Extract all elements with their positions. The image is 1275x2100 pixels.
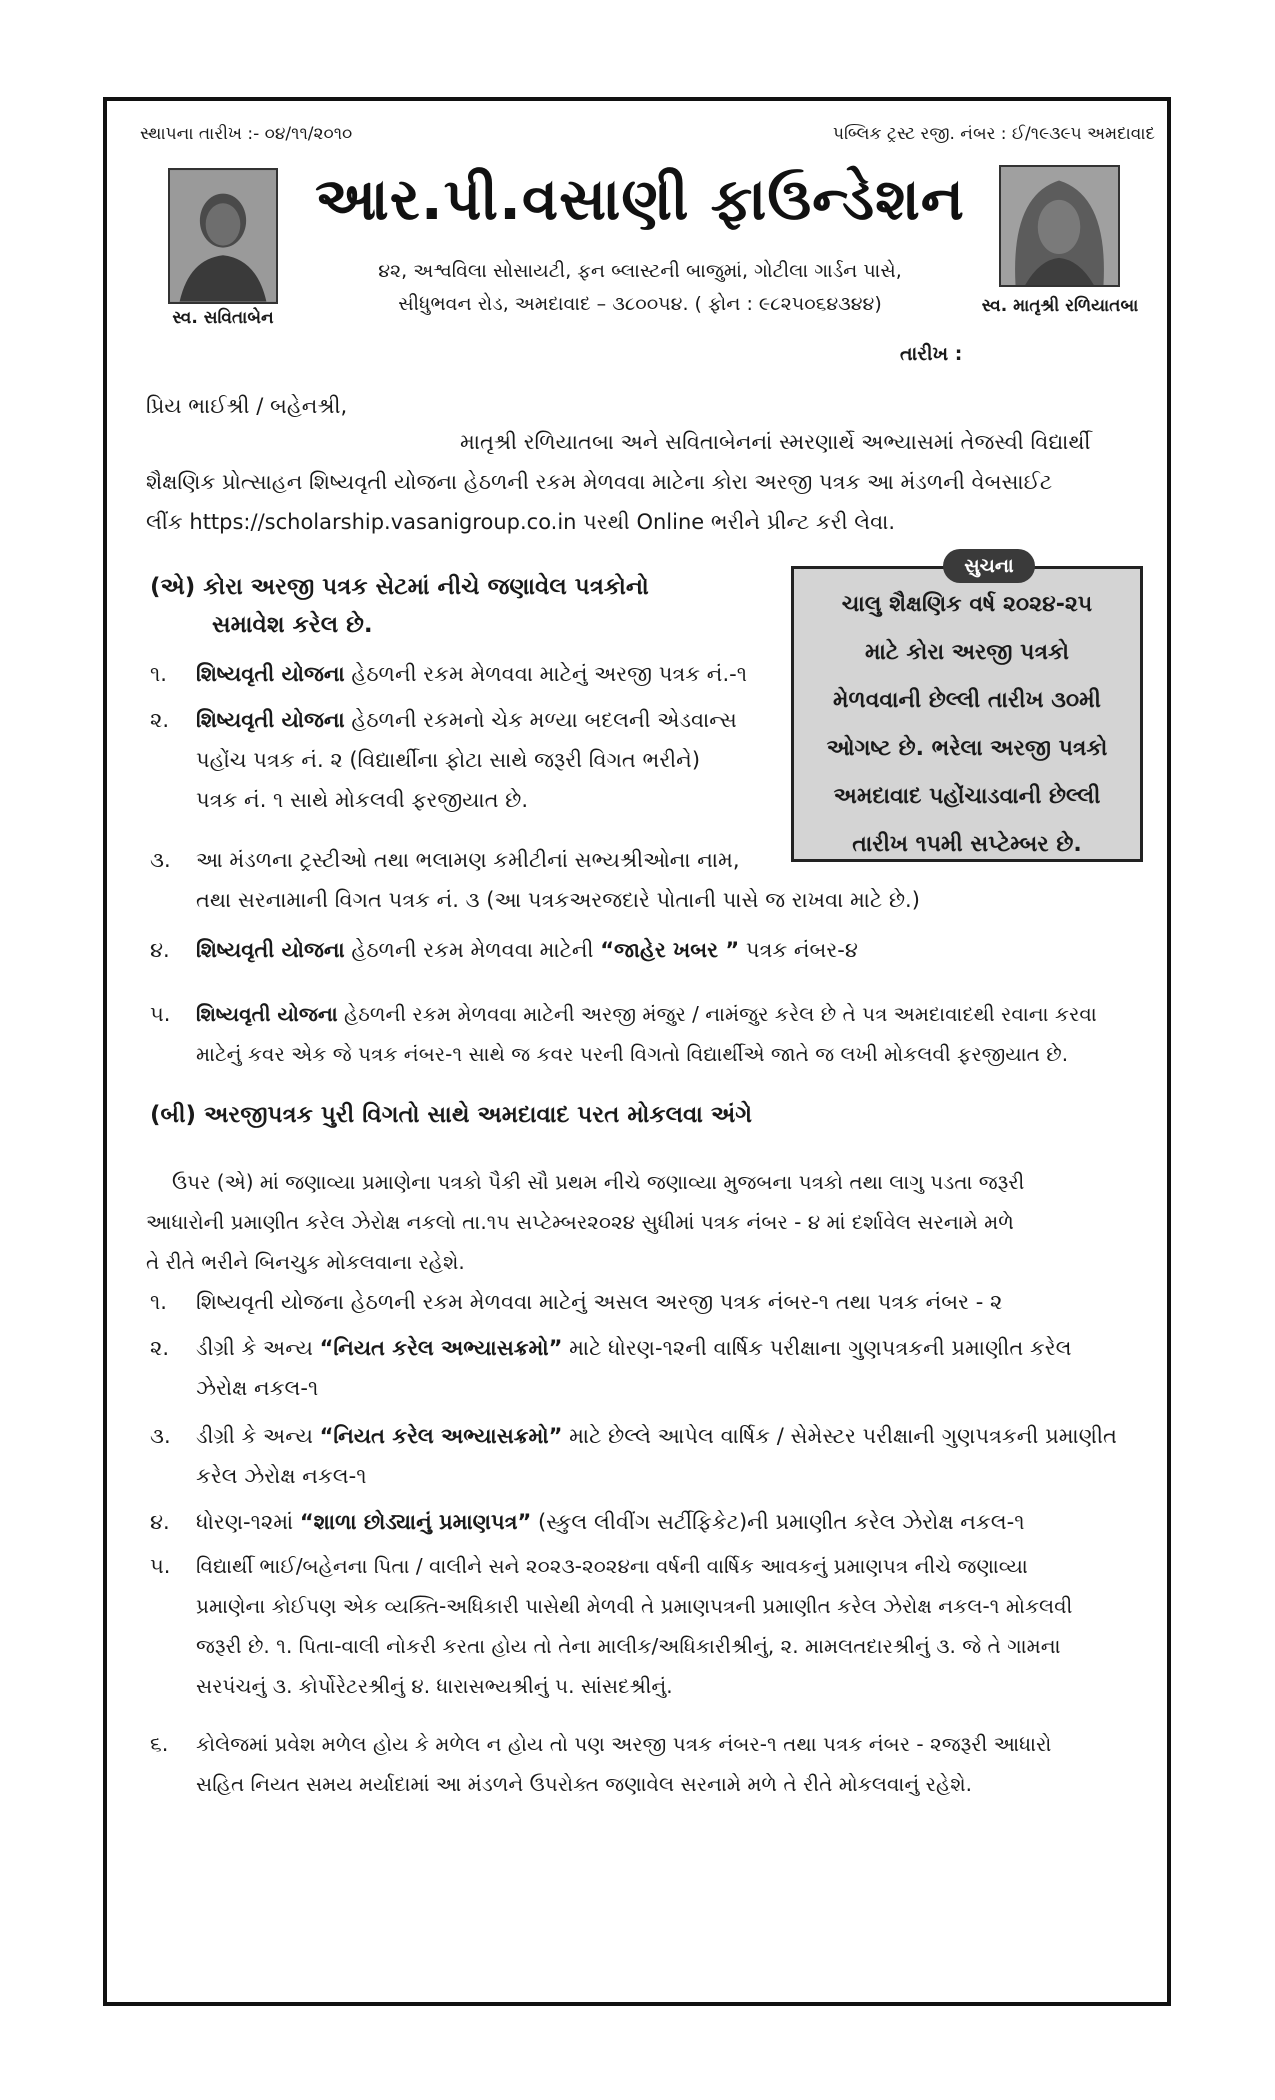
scheme-name: શિષ્યવૃતી યોજના [196, 938, 345, 962]
date-label: તારીખ : [900, 343, 963, 365]
portrait-icon [1001, 167, 1118, 285]
item-number: ૫. [150, 1554, 171, 1578]
list-item [196, 1724, 1171, 1804]
item-text: વિદ્યાર્થી ભાઈ/બહેનના પિતા / વાલીને સને ૨૦૨૩-૨૦૨૪ના વર્ષની વાર્ષિક આવકનું પ્રમાણપત્ર નીચે જણાવ્યા [196, 1554, 1028, 1578]
item-text: કરેલ ઝેરોક્ષ નકલ-૧ [196, 1464, 367, 1488]
list-item [196, 930, 1156, 970]
course-label: “નિયત કરેલ અભ્યાસક્રમો” [319, 1424, 563, 1448]
item-number: ૩. [150, 848, 171, 872]
list-item [196, 1502, 1171, 1542]
section-b-heading: (બી) અરજીપત્રક પુરી વિગતો સાથે અમદાવાદ પરત મોકલવા અંગે [150, 1102, 753, 1128]
item-number: ૧. [150, 1290, 167, 1314]
item-text: આ મંડળના ટ્રસ્ટીઓ તથા ભલામણ કમીટીનાં સભ્યશ્રીઓના નામ, [196, 848, 740, 872]
item-number: ૪. [150, 938, 170, 962]
list-item [196, 700, 796, 820]
notice-line: ઓગષ્ટ છે. ભરેલા અરજી પત્રકો [826, 736, 1108, 761]
scheme-name: શિષ્યવૃતી યોજના [196, 1002, 338, 1026]
item-text: ધોરણ-૧૨માં [196, 1510, 294, 1534]
scheme-name: શિષ્યવૃતી યોજના [196, 708, 345, 732]
item-text: કોલેજમાં પ્રવેશ મળેલ હોય કે મળેલ ન હોય તો પણ અરજી પત્રક નંબર-૧ તથા પત્રક નંબર - ૨જરૂરી આધારો [196, 1732, 1052, 1756]
notice-line: ચાલુ શૈક્ષણિક વર્ષ ૨૦૨૪-૨૫ [841, 592, 1093, 617]
notice-badge: સુચના [943, 549, 1035, 583]
item-number: ૪. [150, 1510, 170, 1534]
item-text: માટેનું કવર એક જે પત્રક નંબર-૧ સાથે જ કવર પરની વિગતો વિદ્યાર્થીએ જાતે જ લખી મોકલવી ફરજીયાત છે. [196, 1042, 1069, 1066]
section-b-intro [146, 1162, 1156, 1282]
item-text: ડીગ્રી કે અન્ય [196, 1336, 313, 1360]
registration-number: પબ્લિક ટ્રસ્ટ રજી. નંબર : ઈ/૧૯૩૯૫ અમદાવાદ [833, 124, 1155, 144]
item-number: ૬. [150, 1732, 169, 1756]
scheme-name: શિષ્યવૃતી યોજના [196, 662, 345, 686]
intro-text: તે રીતે ભરીને બિનચુક મોકલવાના રહેશે. [146, 1250, 465, 1274]
notice-line: અમદાવાદ પહોંચાડવાની છેલ્લી [833, 784, 1101, 809]
item-text: ડીગ્રી કે અન્ય [196, 1424, 313, 1448]
public-notice-label: “જાહેર ખબર ” [600, 938, 740, 962]
list-item [196, 1546, 1171, 1706]
item-text: સરપંચનું ૩. કોર્પોરેટરશ્રીનું ૪. ધારાસભ્યશ્રીનું ૫. સાંસદશ્રીનું. [196, 1674, 673, 1698]
list-item [196, 654, 747, 694]
item-text: પહોંચ પત્રક નં. ૨ (વિદ્યાર્થીના ફોટા સાથે જરૂરી વિગત ભરીને) [196, 748, 701, 772]
item-text: હેઠળની રકમ મેળવવા માટેનું અરજી પત્રક નં.-૧ [351, 662, 747, 686]
item-text: (સ્કુલ લીવીંગ સર્ટીફિકેટ)ની પ્રમાણીત કરેલ ઝેરોક્ષ નકલ-૧ [537, 1510, 1025, 1534]
item-number: ૩. [150, 1424, 171, 1448]
list-item [196, 1416, 1171, 1496]
photo-caption-right: સ્વ. માતૃશ્રી રળિયાતબા [981, 296, 1139, 316]
intro-line-1: માતૃશ્રી રળિયાતબા અને સવિતાબેનનાં સ્મરણાર્થે અભ્યાસમાં તેજસ્વી વિદ્યાર્થી [460, 430, 1091, 454]
item-number: ૫. [150, 1002, 171, 1026]
course-label: “નિયત કરેલ અભ્યાસક્રમો” [319, 1336, 563, 1360]
item-text: જરૂરી છે. ૧. પિતા-વાલી નોકરી કરતા હોય તો તેના માલીક/અધિકારીશ્રીનું, ૨. મામલતદારશ્રીનું ૩. જે તે ગામના [196, 1634, 1061, 1658]
photo-raliyatba [999, 165, 1120, 287]
item-text: માટે છેલ્લે આપેલ વાર્ષિક / સેમેસ્ટર પરીક્ષાની ગુણપત્રકની પ્રમાણીત [569, 1424, 1117, 1448]
item-text: ઝેરોક્ષ નકલ-૧ [196, 1376, 319, 1400]
intro-text: ઉપર (એ) માં જણાવ્યા પ્રમાણેના પત્રકો પૈકી સૌ પ્રથમ નીચે જણાવ્યા મુજબના પત્રકો તથા લાગુ પડતા જરૂરી [172, 1170, 1025, 1194]
item-text: પત્રક નં. ૧ સાથે મોકલવી ફરજીયાત છે. [196, 788, 529, 812]
salutation: પ્રિય ભાઈશ્રી / બહેનશ્રી, [146, 394, 348, 418]
item-text: પત્રક નંબર-૪ [745, 938, 858, 962]
list-item [196, 1328, 1171, 1408]
item-number: ૨. [150, 708, 170, 732]
list-item: શિષ્યવૃતી યોજના હેઠળની રકમ મેળવવા માટેનું અસલ અરજી પત્રક નંબર-૧ તથા પત્રક નંબર - ૨ [196, 1290, 1003, 1314]
address-line-2: સીધુભવન રોડ, અમદાવાદ – ૩૮૦૦૫૪. ( ફોન : ૯૮૨૫૦૬૪૩૪૪) [398, 293, 882, 315]
notice-line: માટે કોરા અરજી પત્રકો [864, 640, 1070, 665]
section-a-heading-2: સમાવેશ કરેલ છે. [212, 612, 373, 638]
intro-line-3: લીંક https://scholarship.vasanigroup.co.in પરથી Online ભરીને પ્રીન્ટ કરી લેવા. [146, 510, 896, 534]
item-text: માટે ધોરણ-૧૨ની વાર્ષિક પરીક્ષાના ગુણપત્રકની પ્રમાણીત કરેલ [569, 1336, 1072, 1360]
item-text: તથા સરનામાની વિગત પત્રક નં. ૩ (આ પત્રકઅરજદારે પોતાની પાસે જ રાખવા માટે છે.) [196, 888, 920, 912]
item-text: હેઠળની રકમ મેળવવા માટેની અરજી મંજુર / નામંજુર કરેલ છે તે પત્ર અમદાવાદથી રવાના કરવા [343, 1002, 1097, 1026]
item-text: પ્રમાણેના કોઈપણ એક વ્યક્તિ-અધિકારી પાસેથી મેળવી તે પ્રમાણપત્રની પ્રમાણીત કરેલ ઝેરોક્ષ નકલ-૧ મોકલવી [196, 1594, 1073, 1618]
section-a-heading: (એ) કોરા અરજી પત્રક સેટમાં નીચે જણાવેલ પત્રકોનો [150, 574, 649, 600]
intro-text: આધારોની પ્રમાણીત કરેલ ઝેરોક્ષ નકલો તા.૧૫ સપ્ટેમ્બર૨૦૨૪ સુધીમાં પત્રક નંબર - ૪ માં દર્શાવેલ સરનામે મળે [146, 1210, 1014, 1234]
established-date: સ્થાપના તારીખ :- ૦૪/૧૧/૨૦૧૦ [140, 124, 353, 144]
photo-caption-left: સ્વ. સવિતાબેન [172, 308, 274, 328]
item-text: સહિત નિયત સમય મર્યાદામાં આ મંડળને ઉપરોક્ત જણાવેલ સરનામે મળે તે રીતે મોકલવાનું રહેશે. [196, 1772, 973, 1796]
notice-box [791, 566, 1143, 862]
portrait-icon [170, 170, 276, 302]
intro-line-2: શૈક્ષણિક પ્રોત્સાહન શિષ્યવૃતી યોજના હેઠળની રકમ મેળવવા માટેના કોરા અરજી પત્રક આ મંડળની વેબસાઈટ [146, 470, 1053, 494]
item-text: હેઠળની રકમ મેળવવા માટેની [351, 938, 594, 962]
leaving-certificate-label: “શાળા છોડ્યાનું પ્રમાણપત્ર” [299, 1510, 532, 1534]
item-number: ૨. [150, 1336, 170, 1360]
foundation-title: આર.પી.વસાણી ફાઉન્ડેશન [314, 165, 966, 233]
photo-savitaben [168, 168, 278, 304]
item-text: હેઠળની રકમનો ચેક મળ્યા બદલની એડવાન્સ [351, 708, 737, 732]
notice-line: તારીખ ૧૫મી સપ્ટેમ્બર છે. [852, 832, 1082, 857]
notice-line: મેળવવાની છેલ્લી તારીખ ૩૦મી [833, 688, 1101, 713]
item-number: ૧. [150, 662, 167, 686]
list-item [196, 994, 1171, 1074]
address-line-1: ૪૨, અશ્વવિલા સોસાયટી, ફન બ્લાસ્ટની બાજુમાં, ગોટીલા ગાર્ડન પાસે, [378, 260, 902, 282]
list-item [196, 840, 1156, 920]
